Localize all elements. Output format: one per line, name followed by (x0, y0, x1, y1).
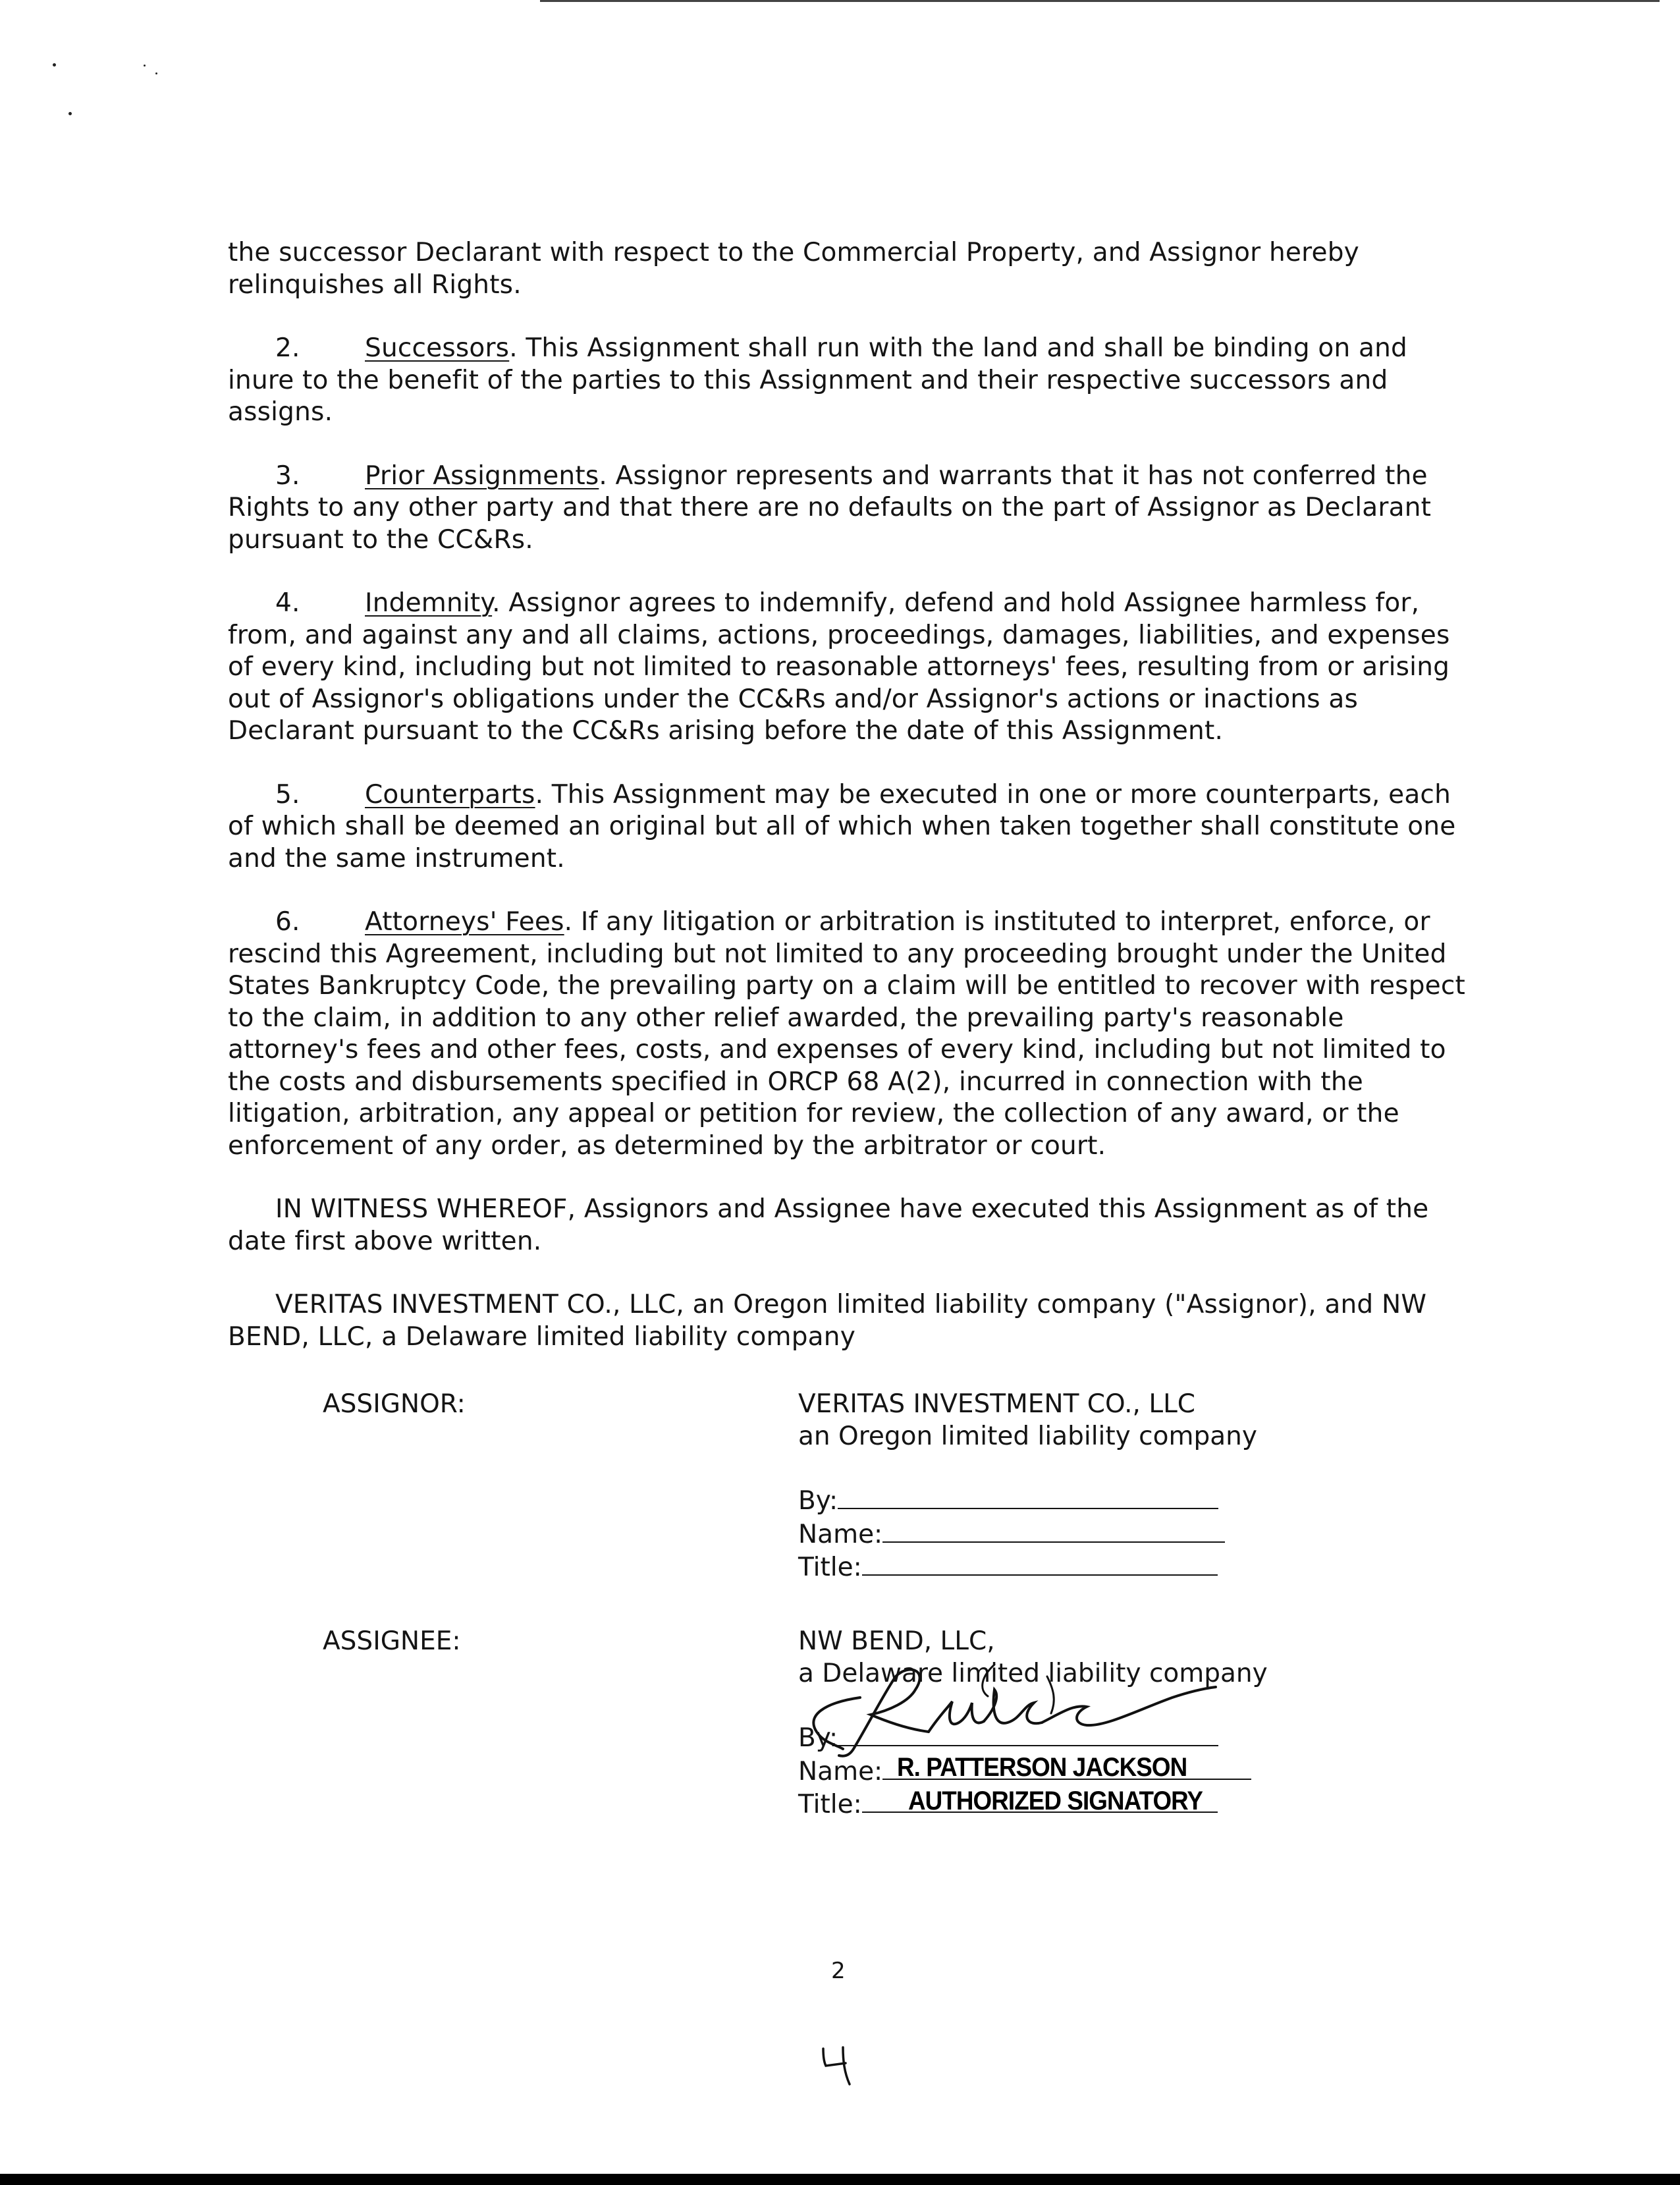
handwritten-page-mark (817, 2042, 856, 2088)
assignee-label: ASSIGNEE: (323, 1626, 461, 1656)
scan-speck (144, 65, 146, 67)
handwritten-signature (797, 1650, 1218, 1782)
section-attorneys-fees (228, 906, 1466, 1162)
assignor-block (798, 1389, 1391, 1584)
section-text: . This Assignment shall run with the land and shall be binding on and inure to the benefit of the parties to this Assignment and their respective successors and assigns. (228, 333, 1407, 427)
assignor-description: an Oregon limited liability company (798, 1421, 1257, 1451)
title-blank (862, 1788, 1218, 1813)
section-number: 3. (275, 460, 300, 491)
title-label: Title: (798, 1553, 862, 1582)
section-text: . Assignor agrees to indemnify, defend and hold Assignee harmless for, from, and against any and all claims, actions, proceedings, damages, liabilities, and expenses of every kind, including but not limited to reasonable attorneys' fees, resulting from or arising out of Assignor's obligations under the CC&Rs and/or Assignor's actions or inactions as Declarant pursuant to the CC&Rs arising before the date of this Assignment. (228, 588, 1450, 746)
page-number: 2 (831, 1958, 846, 1984)
section-text: . This Assignment may be executed in one or more counterparts, each of which shall be deemed an original but all of which when taken together shall constitute one and the same instrument. (228, 779, 1456, 873)
section-text: . Assignor represents and warrants that it has not conferred the Rights to any other party and that there are no defaults on the part of Assignor as Declarant pursuant to the CC&Rs. (228, 460, 1432, 555)
witness-clause (228, 1194, 1466, 1258)
section-number: 2. (275, 333, 300, 363)
assignor-name-line (798, 1518, 1391, 1551)
assignor-title-line (798, 1551, 1391, 1584)
section-successors (228, 333, 1466, 429)
title-stamp: AUTHORIZED SIGNATORY (908, 1786, 1203, 1815)
document-body (228, 237, 1466, 1385)
scan-bottom-edge (0, 2174, 1680, 2185)
by-label: By: (798, 1486, 838, 1516)
section-prior-assignments (228, 460, 1466, 557)
section-number: 6. (275, 907, 300, 937)
parties-text: VERITAS INVESTMENT CO., LLC, an Oregon limited liability company ("Assignor), and NW BEND, LLC, a Delaware limited liability company (228, 1290, 1427, 1352)
section-heading: Prior Assignments (365, 460, 599, 491)
section-heading: Indemnity (365, 588, 493, 618)
scan-top-edge (540, 0, 1660, 2)
scan-speck (155, 72, 157, 74)
assignor-label: ASSIGNOR: (323, 1389, 466, 1419)
section-heading: Counterparts (365, 779, 535, 810)
section-number: 4. (275, 588, 300, 618)
scan-speck (53, 63, 56, 67)
by-label: By: (798, 1723, 838, 1753)
title-label: Title: (798, 1790, 862, 1819)
parties-clause (228, 1289, 1466, 1353)
assignor-company: VERITAS INVESTMENT CO., LLC (798, 1389, 1196, 1419)
assignee-description: a Delaware limited liability company (798, 1658, 1268, 1688)
section-text: . If any litigation or arbitration is instituted to interpret, enforce, or rescind this Agreement, including but not limited to any proceeding brought under the United States Bankruptcy Code, the prevailing party on a claim will be entitled to recover with respect to the claim, in addition to any other relief awarded, the prevailing party's reasonable attorney's fees and other fees, costs, and expenses of every kind, including but not limited to the costs and disbursements specified in ORCP 68 A(2), incurred in connection with the litigation, arbitration, any appeal or petition for review, the collection of any award, or the enforcement of any order, as determined by the arbitrator or court. (228, 907, 1465, 1161)
witness-text: IN WITNESS WHEREOF, Assignors and Assignee have executed this Assignment as of the date first above written. (228, 1194, 1429, 1256)
name-stamp: R. PATTERSON JACKSON (897, 1753, 1187, 1782)
section-heading: Successors (365, 333, 510, 363)
assignor-by-line (798, 1484, 1391, 1518)
section-indemnity (228, 588, 1466, 748)
scan-speck (68, 112, 72, 115)
title-blank (862, 1551, 1218, 1576)
section-heading: Attorneys' Fees (365, 907, 564, 937)
section-number: 5. (275, 779, 300, 810)
assignee-title-line (798, 1788, 1391, 1821)
name-label: Name: (798, 1756, 883, 1786)
name-blank (882, 1518, 1225, 1543)
section-counterparts (228, 779, 1466, 875)
signature-blank (838, 1484, 1218, 1509)
name-label: Name: (798, 1519, 883, 1549)
assignee-company: NW BEND, LLC, (798, 1626, 995, 1656)
paragraph-continuation: the successor Declarant with respect to the Commercial Property, and Assignor hereby relinquishes all Rights. (228, 238, 1359, 300)
